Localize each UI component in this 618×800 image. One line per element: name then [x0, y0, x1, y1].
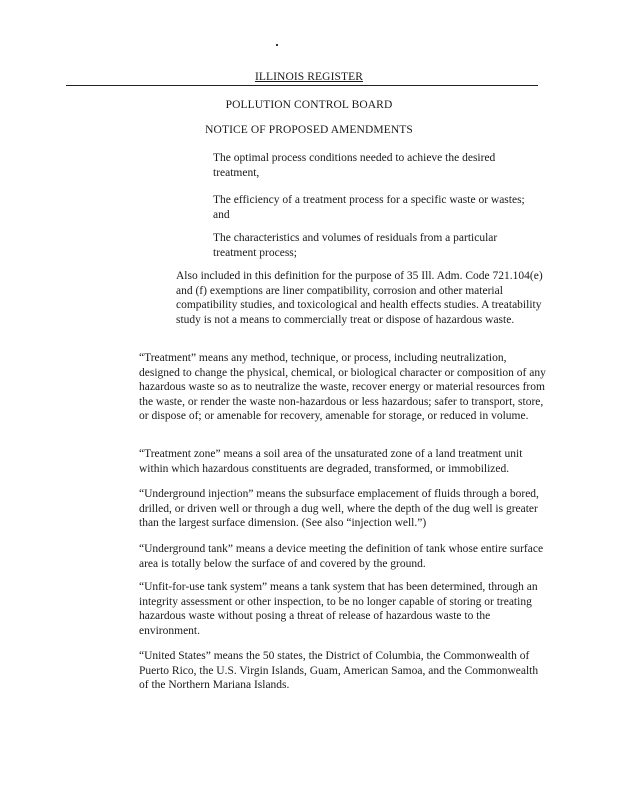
definition-unfit-tank-system: “Unfit-for-use tank system” means a tank system that has been determined, through an integrity assessment or other inspection, to be no longer capable of storing or treating hazardous waste without posing a threat of release of hazardous waste to the environment.	[139, 581, 538, 637]
also-included-paragraph: Also included in this definition for the purpose of 35 Ill. Adm. Code 721.104(e) and (f) exemptions are liner compatibility, corrosion and other material compatibility studies, and toxicological and health effects studies. A treatability study is not a means to commercially treat or dispose of hazardous waste.	[176, 270, 543, 326]
definition-underground-tank: “Underground tank” means a device meeting the definition of tank whose entire surface area is totally below the surface of and covered by the ground.	[139, 543, 544, 570]
board-title: POLLUTION CONTROL BOARD	[225, 99, 393, 111]
definition-treatment-zone: “Treatment zone” means a soil area of the unsaturated zone of a land treatment unit within which hazardous constituents are degraded, transformed, or immobilized.	[139, 448, 523, 475]
header-rule	[66, 85, 538, 86]
list-item-efficiency: The efficiency of a treatment process for a specific waste or wastes; and	[213, 194, 525, 221]
definition-united-states: “United States” means the 50 states, the District of Columbia, the Commonwealth of Puerto Rico, the U.S. Virgin Islands, Guam, American Samoa, and the Commonwealth of the Northern Mariana Islands.	[139, 650, 539, 692]
register-title: ILLINOIS REGISTER	[254, 71, 364, 83]
list-item-optimal-conditions: The optimal process conditions needed to achieve the desired treatment,	[213, 152, 496, 179]
definition-treatment: “Treatment” means any method, technique, or process, including neutralization, designed to change the physical, chemical, or biological character or composition of any hazardous waste so as to neutralize the waste, recover energy or material resources from the waste, or render the waste non-hazardous or less hazardous; safer to transport, store, or dispose of; or amenable for recovery, amenable for storage, or reduced in volume.	[139, 352, 546, 423]
scan-speck	[276, 44, 278, 46]
definition-underground-injection: “Underground injection” means the subsurface emplacement of fluids through a bored, drilled, or driven well or through a dug well, where the depth of the dug well is greater than the largest surface dimension. (See also “injection well.”)	[139, 488, 539, 530]
list-item-residuals: The characteristics and volumes of residuals from a particular treatment process;	[213, 232, 498, 259]
notice-title: NOTICE OF PROPOSED AMENDMENTS	[205, 124, 413, 136]
